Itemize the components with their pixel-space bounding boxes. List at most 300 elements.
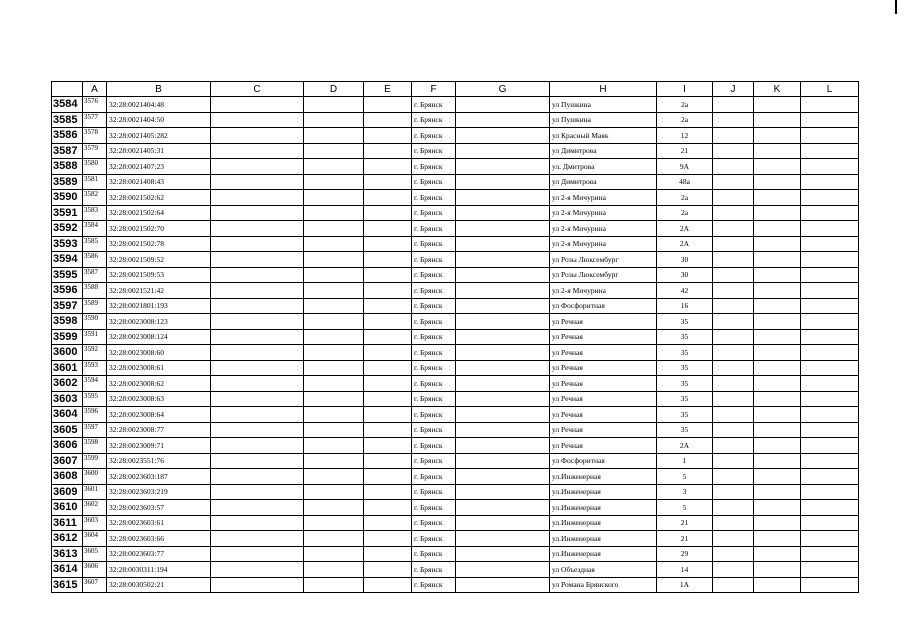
- cell-d: [304, 329, 364, 345]
- cell-h: ул Пушкина: [550, 97, 657, 113]
- cell-e: [364, 546, 412, 562]
- cell-i: 2а: [657, 190, 713, 206]
- cell-k: [754, 562, 801, 578]
- cell-e: [364, 128, 412, 144]
- table-row: [52, 453, 859, 469]
- cell-j: [713, 484, 754, 500]
- cell-a: 3587: [83, 267, 107, 283]
- row-number: 3613: [52, 546, 83, 562]
- row-number: 3605: [52, 422, 83, 438]
- cell-a: 3603: [83, 515, 107, 531]
- cell-j: [713, 159, 754, 175]
- cell-e: [364, 531, 412, 547]
- cell-e: [364, 484, 412, 500]
- cell-i: 5: [657, 469, 713, 485]
- cell-f: г. Брянск: [412, 174, 456, 190]
- cell-g: [456, 345, 550, 361]
- cell-b: 32:28:0021404:48: [107, 97, 211, 113]
- cell-i: 21: [657, 515, 713, 531]
- cell-j: [713, 190, 754, 206]
- cell-c: [211, 283, 304, 299]
- cell-g: [456, 221, 550, 237]
- cell-e: [364, 360, 412, 376]
- cell-g: [456, 298, 550, 314]
- row-number: 3603: [52, 391, 83, 407]
- cell-l: [801, 562, 859, 578]
- cell-l: [801, 128, 859, 144]
- cell-k: [754, 453, 801, 469]
- cell-c: [211, 515, 304, 531]
- cell-d: [304, 407, 364, 423]
- cell-d: [304, 546, 364, 562]
- spreadsheet-table: [51, 81, 859, 593]
- cell-e: [364, 438, 412, 454]
- table-row: [52, 484, 859, 500]
- cell-k: [754, 252, 801, 268]
- cell-b: 32:28:0021404:50: [107, 112, 211, 128]
- cell-h: ул.Инженерная: [550, 500, 657, 516]
- cell-j: [713, 112, 754, 128]
- cell-g: [456, 159, 550, 175]
- cell-a: 3605: [83, 546, 107, 562]
- page-edge-mark: [895, 0, 897, 14]
- cell-k: [754, 345, 801, 361]
- cell-g: [456, 236, 550, 252]
- table-row: [52, 112, 859, 128]
- column-header-d: D: [304, 82, 364, 97]
- cell-h: ул Фосфоритная: [550, 298, 657, 314]
- cell-k: [754, 546, 801, 562]
- row-number: 3598: [52, 314, 83, 330]
- cell-c: [211, 376, 304, 392]
- cell-k: [754, 267, 801, 283]
- cell-f: г. Брянск: [412, 469, 456, 485]
- cell-e: [364, 190, 412, 206]
- cell-f: г. Брянск: [412, 577, 456, 593]
- table-row: [52, 469, 859, 485]
- cell-d: [304, 438, 364, 454]
- cell-l: [801, 407, 859, 423]
- cell-a: 3577: [83, 112, 107, 128]
- cell-f: г. Брянск: [412, 97, 456, 113]
- cell-k: [754, 515, 801, 531]
- cell-d: [304, 205, 364, 221]
- table-row: [52, 391, 859, 407]
- cell-h: ул.Инженерная: [550, 546, 657, 562]
- cell-a: 3601: [83, 484, 107, 500]
- cell-e: [364, 143, 412, 159]
- cell-e: [364, 159, 412, 175]
- cell-e: [364, 515, 412, 531]
- table-row: [52, 438, 859, 454]
- cell-i: 35: [657, 422, 713, 438]
- cell-b: 32:28:0023603:66: [107, 531, 211, 547]
- cell-j: [713, 252, 754, 268]
- row-number: 3606: [52, 438, 83, 454]
- cell-k: [754, 407, 801, 423]
- cell-g: [456, 190, 550, 206]
- cell-h: ул 2-я Мичурина: [550, 205, 657, 221]
- cell-b: 32:28:0021509:52: [107, 252, 211, 268]
- row-number: 3612: [52, 531, 83, 547]
- cell-b: 32:28:0023008:61: [107, 360, 211, 376]
- cell-g: [456, 128, 550, 144]
- table-row: [52, 190, 859, 206]
- cell-i: 35: [657, 407, 713, 423]
- row-number: 3614: [52, 562, 83, 578]
- cell-k: [754, 469, 801, 485]
- cell-c: [211, 360, 304, 376]
- cell-e: [364, 345, 412, 361]
- cell-e: [364, 469, 412, 485]
- cell-c: [211, 422, 304, 438]
- row-number: 3607: [52, 453, 83, 469]
- cell-e: [364, 174, 412, 190]
- cell-h: ул Пушкина: [550, 112, 657, 128]
- cell-l: [801, 97, 859, 113]
- cell-a: 3576: [83, 97, 107, 113]
- cell-h: ул Романа Брянского: [550, 577, 657, 593]
- cell-l: [801, 236, 859, 252]
- cell-i: 2А: [657, 438, 713, 454]
- cell-d: [304, 252, 364, 268]
- cell-b: 32:28:0023008:64: [107, 407, 211, 423]
- column-header-i: I: [657, 82, 713, 97]
- cell-e: [364, 453, 412, 469]
- cell-c: [211, 438, 304, 454]
- cell-h: ул Речная: [550, 422, 657, 438]
- cell-b: 32:28:0021405:31: [107, 143, 211, 159]
- cell-f: г. Брянск: [412, 298, 456, 314]
- cell-i: 35: [657, 360, 713, 376]
- cell-f: г. Брянск: [412, 128, 456, 144]
- cell-h: ул.Инженерная: [550, 515, 657, 531]
- cell-g: [456, 97, 550, 113]
- cell-g: [456, 376, 550, 392]
- cell-j: [713, 97, 754, 113]
- cell-b: 32:28:0023008:60: [107, 345, 211, 361]
- cell-g: [456, 205, 550, 221]
- cell-d: [304, 128, 364, 144]
- cell-d: [304, 236, 364, 252]
- cell-d: [304, 391, 364, 407]
- cell-l: [801, 577, 859, 593]
- column-header-g: G: [456, 82, 550, 97]
- row-number: 3596: [52, 283, 83, 299]
- cell-e: [364, 422, 412, 438]
- column-header-a: A: [83, 82, 107, 97]
- cell-c: [211, 190, 304, 206]
- cell-f: г. Брянск: [412, 438, 456, 454]
- row-number: 3608: [52, 469, 83, 485]
- cell-j: [713, 438, 754, 454]
- cell-g: [456, 546, 550, 562]
- cell-k: [754, 236, 801, 252]
- table-row: [52, 283, 859, 299]
- cell-h: ул Речная: [550, 438, 657, 454]
- cell-h: ул Димитрова: [550, 174, 657, 190]
- cell-a: 3584: [83, 221, 107, 237]
- row-number: 3593: [52, 236, 83, 252]
- cell-l: [801, 190, 859, 206]
- table-row: [52, 531, 859, 547]
- cell-i: 12: [657, 128, 713, 144]
- cell-c: [211, 314, 304, 330]
- cell-i: 35: [657, 376, 713, 392]
- cell-f: г. Брянск: [412, 391, 456, 407]
- cell-l: [801, 469, 859, 485]
- cell-k: [754, 190, 801, 206]
- cell-j: [713, 267, 754, 283]
- cell-a: 3598: [83, 438, 107, 454]
- cell-c: [211, 97, 304, 113]
- cell-d: [304, 562, 364, 578]
- cell-d: [304, 112, 364, 128]
- table-row: [52, 546, 859, 562]
- cell-a: 3595: [83, 391, 107, 407]
- cell-c: [211, 453, 304, 469]
- cell-l: [801, 391, 859, 407]
- cell-i: 2а: [657, 97, 713, 113]
- cell-c: [211, 267, 304, 283]
- row-number: 3588: [52, 159, 83, 175]
- cell-b: 32:28:0021502:62: [107, 190, 211, 206]
- cell-i: 30: [657, 267, 713, 283]
- cell-i: 1: [657, 453, 713, 469]
- cell-a: 3593: [83, 360, 107, 376]
- row-number: 3599: [52, 329, 83, 345]
- cell-g: [456, 438, 550, 454]
- cell-f: г. Брянск: [412, 159, 456, 175]
- table-row: [52, 500, 859, 516]
- cell-f: г. Брянск: [412, 314, 456, 330]
- cell-e: [364, 236, 412, 252]
- row-number: 3604: [52, 407, 83, 423]
- cell-j: [713, 221, 754, 237]
- cell-l: [801, 143, 859, 159]
- cell-c: [211, 221, 304, 237]
- cell-d: [304, 360, 364, 376]
- cell-f: г. Брянск: [412, 515, 456, 531]
- cell-j: [713, 500, 754, 516]
- cell-l: [801, 221, 859, 237]
- cell-j: [713, 391, 754, 407]
- row-number: 3585: [52, 112, 83, 128]
- cell-h: ул Фосфоритная: [550, 453, 657, 469]
- cell-j: [713, 128, 754, 144]
- cell-j: [713, 469, 754, 485]
- cell-d: [304, 314, 364, 330]
- cell-f: г. Брянск: [412, 190, 456, 206]
- cell-c: [211, 205, 304, 221]
- cell-i: 3: [657, 484, 713, 500]
- cell-e: [364, 314, 412, 330]
- cell-b: 32:28:0023603:61: [107, 515, 211, 531]
- cell-k: [754, 329, 801, 345]
- cell-g: [456, 360, 550, 376]
- cell-j: [713, 515, 754, 531]
- cell-j: [713, 562, 754, 578]
- cell-a: 3588: [83, 283, 107, 299]
- cell-l: [801, 500, 859, 516]
- cell-f: г. Брянск: [412, 345, 456, 361]
- cell-c: [211, 546, 304, 562]
- table-row: [52, 515, 859, 531]
- cell-g: [456, 500, 550, 516]
- cell-d: [304, 174, 364, 190]
- cell-g: [456, 515, 550, 531]
- cell-j: [713, 205, 754, 221]
- cell-i: 35: [657, 345, 713, 361]
- cell-c: [211, 329, 304, 345]
- cell-i: 21: [657, 531, 713, 547]
- table-row: [52, 205, 859, 221]
- cell-g: [456, 329, 550, 345]
- cell-e: [364, 267, 412, 283]
- cell-b: 32:28:0023008:77: [107, 422, 211, 438]
- cell-d: [304, 484, 364, 500]
- table-row: [52, 422, 859, 438]
- cell-h: ул Речная: [550, 407, 657, 423]
- cell-g: [456, 112, 550, 128]
- table-body: [52, 97, 859, 593]
- cell-f: г. Брянск: [412, 453, 456, 469]
- table-row: [52, 345, 859, 361]
- cell-k: [754, 484, 801, 500]
- cell-i: 2а: [657, 112, 713, 128]
- cell-g: [456, 143, 550, 159]
- row-number: 3586: [52, 128, 83, 144]
- cell-j: [713, 453, 754, 469]
- cell-b: 32:28:0030311:194: [107, 562, 211, 578]
- cell-f: г. Брянск: [412, 329, 456, 345]
- cell-a: 3597: [83, 422, 107, 438]
- cell-h: ул Розы Люксембург: [550, 267, 657, 283]
- cell-l: [801, 376, 859, 392]
- cell-e: [364, 221, 412, 237]
- cell-b: 32:28:0023603:219: [107, 484, 211, 500]
- cell-d: [304, 422, 364, 438]
- cell-e: [364, 577, 412, 593]
- cell-j: [713, 577, 754, 593]
- cell-k: [754, 422, 801, 438]
- cell-l: [801, 360, 859, 376]
- cell-j: [713, 376, 754, 392]
- cell-e: [364, 329, 412, 345]
- cell-l: [801, 159, 859, 175]
- row-number: 3589: [52, 174, 83, 190]
- cell-l: [801, 252, 859, 268]
- cell-e: [364, 391, 412, 407]
- cell-h: ул 2-я Мичурина: [550, 283, 657, 299]
- cell-k: [754, 298, 801, 314]
- cell-b: 32:28:0023551:76: [107, 453, 211, 469]
- cell-c: [211, 391, 304, 407]
- table-row: [52, 314, 859, 330]
- cell-h: ул Розы Люксембург: [550, 252, 657, 268]
- cell-h: ул Речная: [550, 376, 657, 392]
- cell-k: [754, 112, 801, 128]
- cell-k: [754, 205, 801, 221]
- table-row: [52, 236, 859, 252]
- table-row: [52, 562, 859, 578]
- column-header-row: [52, 82, 859, 97]
- cell-c: [211, 531, 304, 547]
- cell-l: [801, 283, 859, 299]
- cell-i: 5: [657, 500, 713, 516]
- table-row: [52, 376, 859, 392]
- cell-e: [364, 205, 412, 221]
- cell-b: 32:28:0023008:124: [107, 329, 211, 345]
- cell-f: г. Брянск: [412, 484, 456, 500]
- cell-c: [211, 236, 304, 252]
- cell-f: г. Брянск: [412, 376, 456, 392]
- cell-g: [456, 252, 550, 268]
- row-number: 3600: [52, 345, 83, 361]
- cell-a: 3599: [83, 453, 107, 469]
- cell-i: 16: [657, 298, 713, 314]
- cell-g: [456, 314, 550, 330]
- cell-b: 32:28:0023008:63: [107, 391, 211, 407]
- cell-f: г. Брянск: [412, 112, 456, 128]
- cell-l: [801, 484, 859, 500]
- cell-l: [801, 205, 859, 221]
- row-number: 3597: [52, 298, 83, 314]
- cell-g: [456, 531, 550, 547]
- cell-d: [304, 469, 364, 485]
- row-number: 3615: [52, 577, 83, 593]
- cell-f: г. Брянск: [412, 407, 456, 423]
- cell-j: [713, 298, 754, 314]
- cell-a: 3600: [83, 469, 107, 485]
- cell-d: [304, 345, 364, 361]
- cell-k: [754, 500, 801, 516]
- cell-l: [801, 112, 859, 128]
- column-header-l: L: [801, 82, 859, 97]
- cell-c: [211, 128, 304, 144]
- column-header-k: K: [754, 82, 801, 97]
- cell-c: [211, 500, 304, 516]
- cell-f: г. Брянск: [412, 267, 456, 283]
- cell-a: 3596: [83, 407, 107, 423]
- cell-k: [754, 143, 801, 159]
- cell-e: [364, 562, 412, 578]
- cell-b: 32:28:0021502:78: [107, 236, 211, 252]
- cell-d: [304, 577, 364, 593]
- cell-i: 35: [657, 391, 713, 407]
- cell-g: [456, 283, 550, 299]
- cell-b: 32:28:0021408:43: [107, 174, 211, 190]
- cell-d: [304, 531, 364, 547]
- cell-b: 32:28:0023009:71: [107, 438, 211, 454]
- column-header-e: E: [364, 82, 412, 97]
- table-row: [52, 298, 859, 314]
- cell-k: [754, 128, 801, 144]
- column-header-f: F: [412, 82, 456, 97]
- cell-a: 3585: [83, 236, 107, 252]
- cell-i: 9А: [657, 159, 713, 175]
- cell-a: 3590: [83, 314, 107, 330]
- cell-g: [456, 422, 550, 438]
- row-number: 3611: [52, 515, 83, 531]
- cell-h: ул.Инженерная: [550, 484, 657, 500]
- table-row: [52, 329, 859, 345]
- cell-l: [801, 531, 859, 547]
- cell-i: 1А: [657, 577, 713, 593]
- cell-b: 32:28:0023603:57: [107, 500, 211, 516]
- cell-c: [211, 143, 304, 159]
- cell-l: [801, 267, 859, 283]
